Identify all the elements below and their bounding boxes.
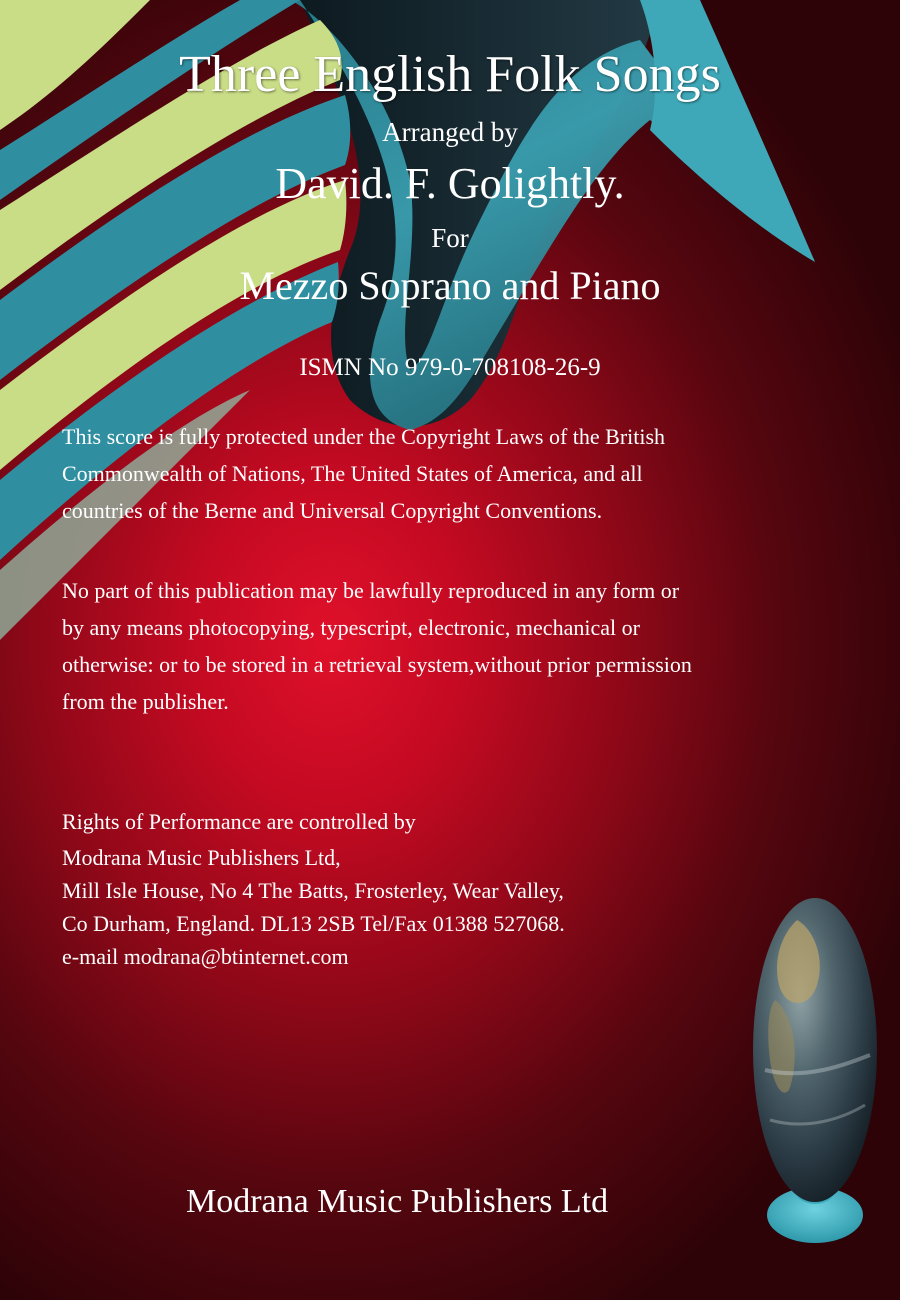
performance-rights bbox=[62, 805, 742, 973]
reproduction-notice bbox=[62, 572, 852, 720]
reproduction-line: otherwise: or to be stored in a retrieval system,without prior permission bbox=[62, 652, 692, 677]
ismn-number: ISMN No 979-0-708108-26-9 bbox=[299, 354, 601, 381]
copyright-line: countries of the Berne and Universal Copyright Conventions. bbox=[62, 498, 603, 523]
copyright-notice bbox=[62, 418, 852, 529]
score-title: Three English Folk Songs bbox=[179, 46, 721, 103]
address-line: Co Durham, England. DL13 2SB Tel/Fax 01388 527068. bbox=[62, 911, 565, 936]
arranged-by-label: Arranged by bbox=[382, 117, 518, 147]
globe-on-pedestal-logo bbox=[745, 890, 885, 1250]
copyright-line: Commonwealth of Nations, The United States of America, and all bbox=[62, 461, 643, 486]
publisher-name-line: Modrana Music Publishers Ltd, bbox=[62, 845, 341, 870]
email-line: e-mail modrana@btinternet.com bbox=[62, 944, 349, 969]
rights-heading: Rights of Performance are controlled by bbox=[62, 809, 416, 834]
address-line: Mill Isle House, No 4 The Batts, Frosterley, Wear Valley, bbox=[62, 878, 564, 903]
reproduction-line: by any means photocopying, typescript, electronic, mechanical or bbox=[62, 615, 640, 640]
for-label: For bbox=[431, 223, 469, 253]
reproduction-line: from the publisher. bbox=[62, 689, 229, 714]
publisher-footer: Modrana Music Publishers Ltd bbox=[186, 1183, 609, 1220]
reproduction-line: No part of this publication may be lawfully reproduced in any form or bbox=[62, 578, 680, 603]
composer-name: David. F. Golightly. bbox=[275, 159, 625, 208]
copyright-line: This score is fully protected under the Copyright Laws of the British bbox=[62, 424, 666, 449]
instrumentation: Mezzo Soprano and Piano bbox=[239, 263, 661, 308]
